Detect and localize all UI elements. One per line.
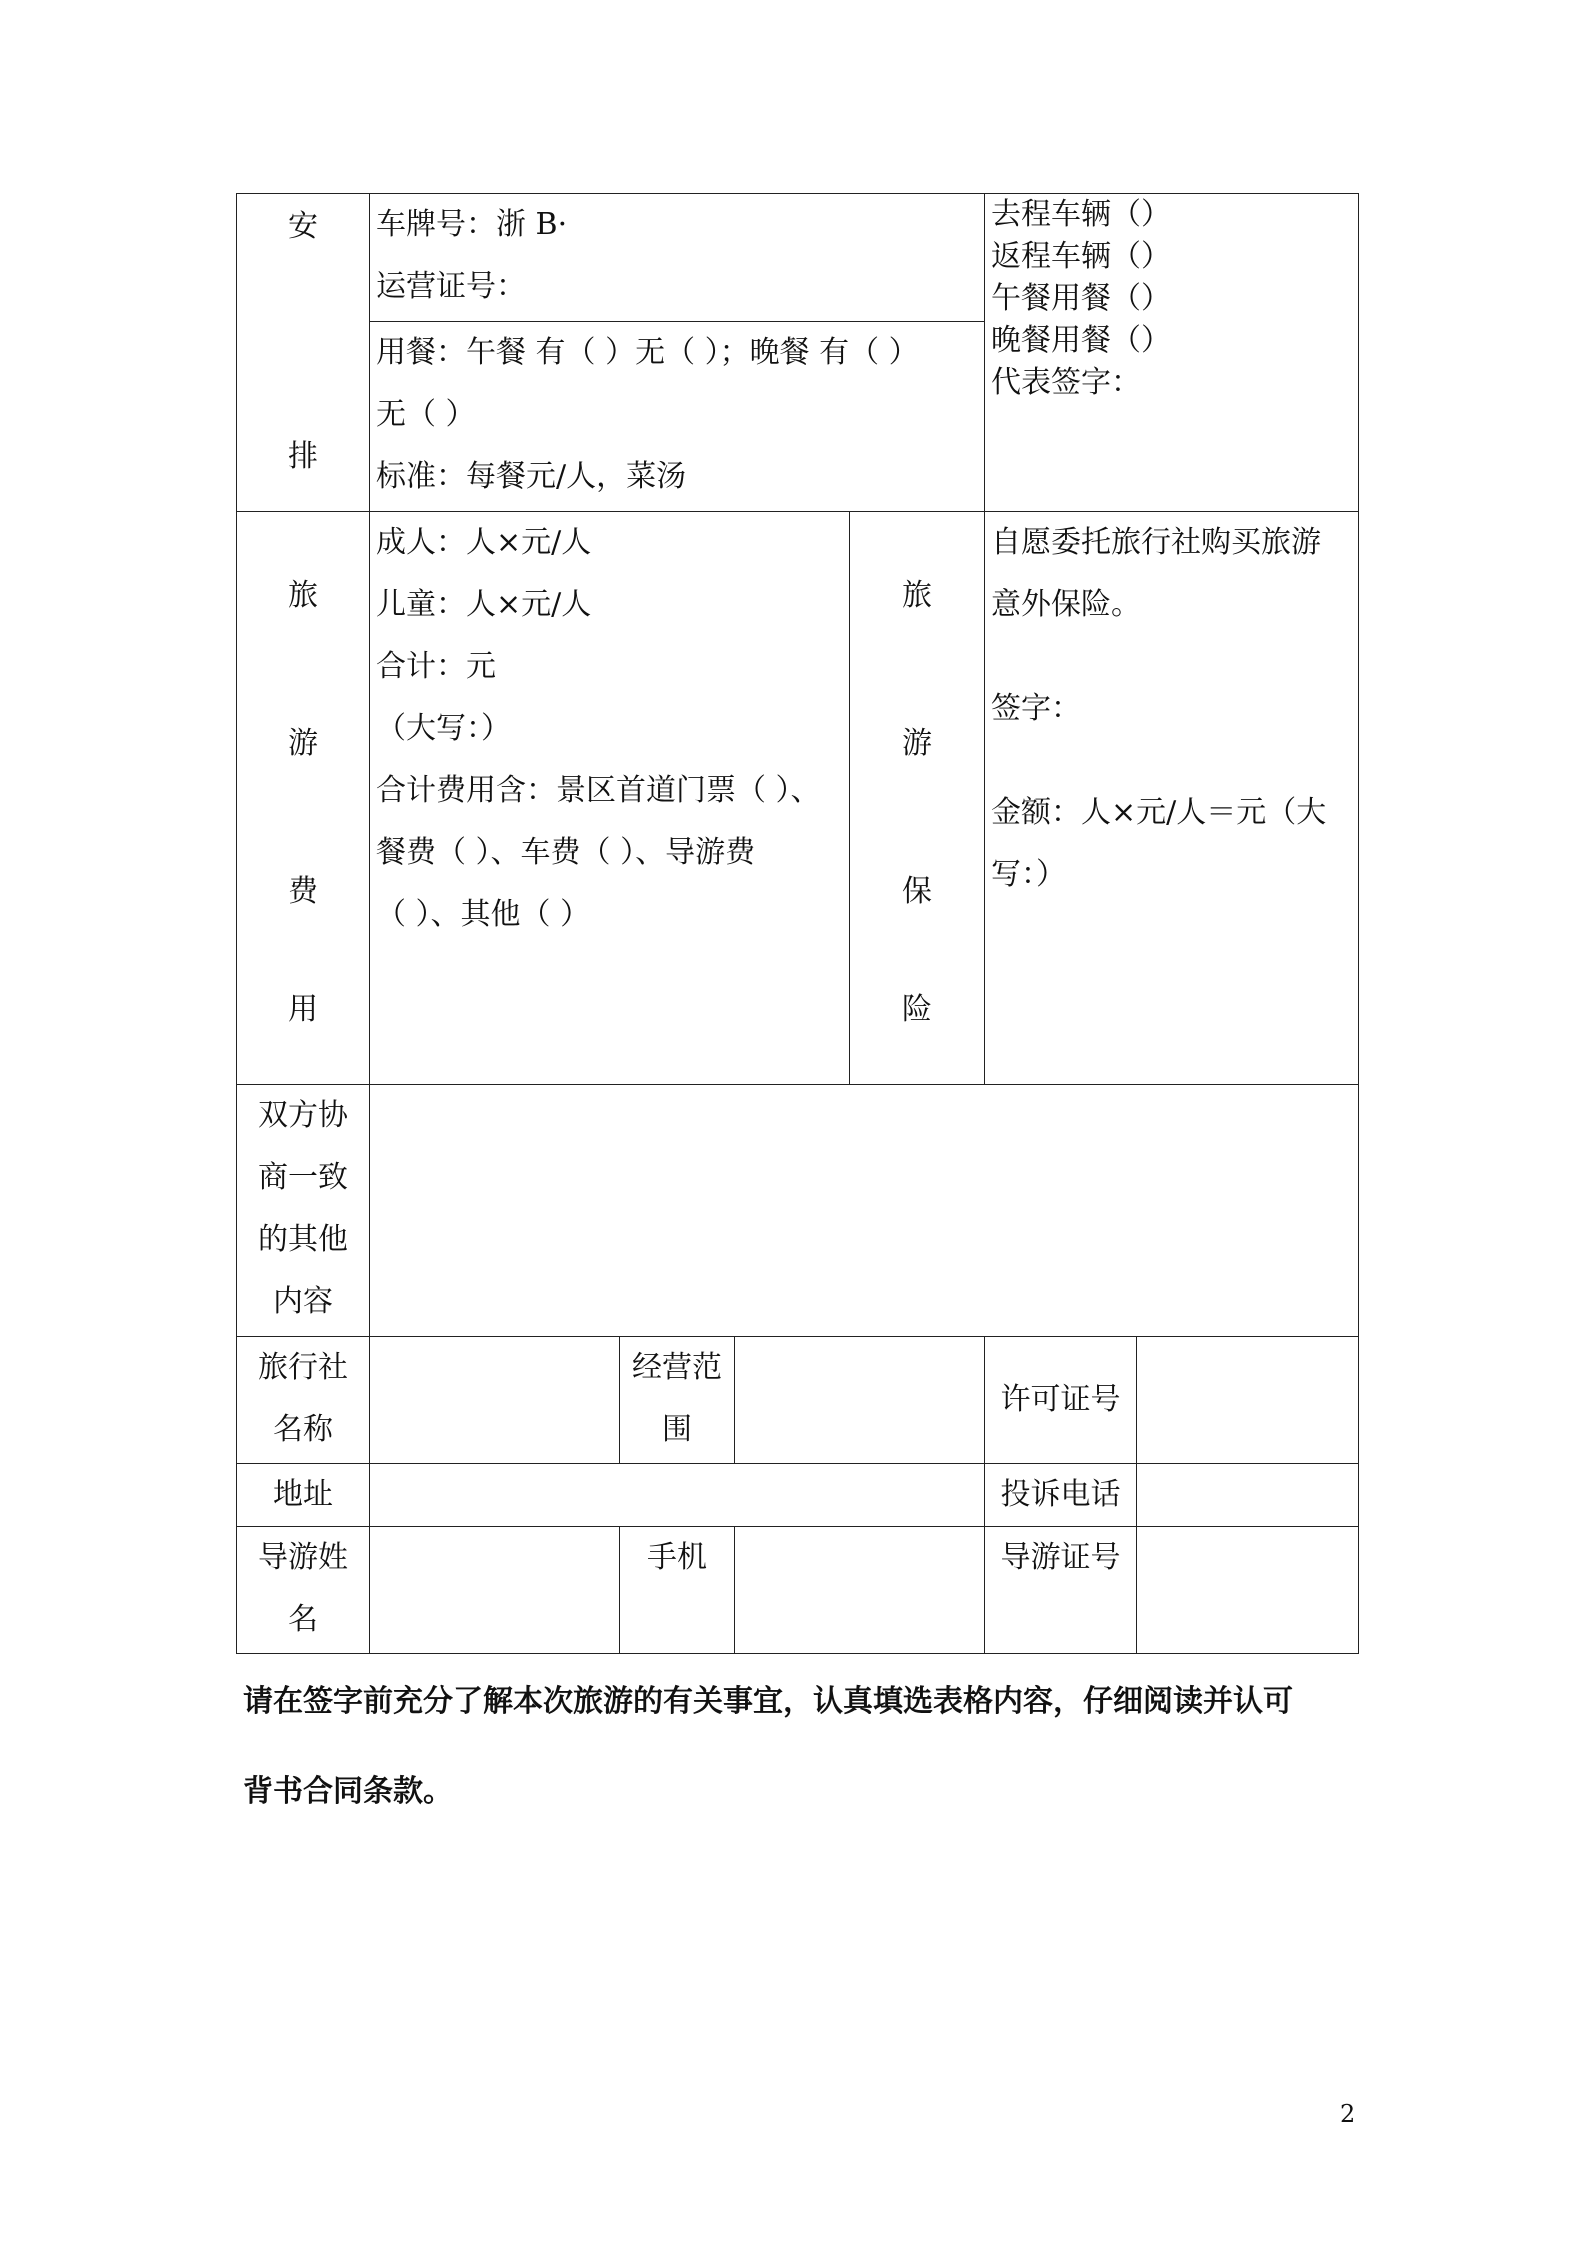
page-number: 2 bbox=[1340, 2100, 1356, 2128]
confirm-return: 返程车辆（） bbox=[991, 239, 1171, 274]
agency-name-label-cell bbox=[237, 1337, 370, 1464]
fees-detail-cell bbox=[370, 512, 850, 1085]
other-label-cell bbox=[237, 1085, 370, 1337]
mobile-label: 手机 bbox=[647, 1540, 707, 1575]
note-line-2: 背书合同条款。 bbox=[243, 1774, 453, 1809]
confirm-dinner: 晚餐用餐（） bbox=[991, 323, 1171, 358]
address-label-cell bbox=[237, 1464, 370, 1527]
insurance-sign: 签字： bbox=[991, 691, 1081, 726]
insurance-label-4: 险 bbox=[902, 992, 932, 1027]
other-content-cell[interactable] bbox=[370, 1085, 1359, 1337]
fee-includes-2: 餐费（ ）、车费（ ）、导游费 bbox=[376, 835, 756, 870]
confirm-outbound: 去程车辆（） bbox=[991, 197, 1171, 232]
meal-standard: 标准：每餐元/人，菜汤 bbox=[376, 459, 687, 494]
fee-child: 儿童：人×元/人 bbox=[376, 587, 592, 622]
arrangement-label-top: 安 bbox=[288, 209, 318, 244]
address-label: 地址 bbox=[273, 1477, 333, 1512]
insurance-amount-2: 写：） bbox=[991, 857, 1066, 892]
mobile-label-cell bbox=[620, 1527, 735, 1654]
guide-id-label: 导游证号 bbox=[1000, 1540, 1121, 1575]
permit-label: 许可证号 bbox=[1000, 1382, 1121, 1417]
complaint-label-cell bbox=[985, 1464, 1137, 1527]
confirm-lunch: 午餐用餐（） bbox=[991, 281, 1171, 316]
agency-name-label-2: 名称 bbox=[273, 1412, 333, 1447]
guide-id-label-cell bbox=[985, 1527, 1137, 1654]
guide-id-value[interactable] bbox=[1137, 1527, 1359, 1654]
note-line-1: 请在签字前充分了解本次旅游的有关事宜，认真填选表格内容，仔细阅读并认可 bbox=[243, 1684, 1293, 1719]
plate-number: 车牌号：浙 B· bbox=[376, 207, 568, 242]
insurance-line-1: 自愿委托旅行社购买旅游 bbox=[991, 525, 1321, 560]
fee-includes-1: 合计费用含：景区首道门票（ ）、 bbox=[376, 773, 821, 808]
fees-label-cell bbox=[237, 512, 370, 1085]
representative-signature: 代表签字： bbox=[991, 365, 1141, 400]
agency-name-label-1: 旅行社 bbox=[258, 1350, 348, 1385]
insurance-label-3: 保 bbox=[902, 874, 932, 909]
guide-label-cell bbox=[237, 1527, 370, 1654]
vehicle-cell bbox=[370, 194, 985, 322]
fee-adult: 成人：人×元/人 bbox=[376, 525, 592, 560]
other-label-3: 的其他 bbox=[258, 1222, 348, 1257]
scope-label-1: 经营范 bbox=[632, 1350, 722, 1385]
confirm-cell bbox=[985, 194, 1359, 512]
complaint-phone-label: 投诉电话 bbox=[1000, 1477, 1121, 1512]
agency-name-value[interactable] bbox=[370, 1337, 620, 1464]
arrangement-label-cell bbox=[237, 194, 370, 512]
fees-label-1: 旅 bbox=[288, 578, 318, 613]
contract-table bbox=[236, 193, 1359, 1654]
meal-line-2: 无（ ） bbox=[376, 397, 476, 432]
operating-license: 运营证号： bbox=[376, 269, 526, 304]
permit-value[interactable] bbox=[1137, 1337, 1359, 1464]
fee-total-uppercase: （大写：） bbox=[376, 711, 511, 746]
complaint-phone-value[interactable] bbox=[1137, 1464, 1359, 1527]
fee-total: 合计：元 bbox=[376, 649, 496, 684]
scope-value[interactable] bbox=[735, 1337, 985, 1464]
fees-label-4: 用 bbox=[288, 992, 318, 1027]
other-label-1: 双方协 bbox=[258, 1098, 348, 1133]
other-label-4: 内容 bbox=[273, 1284, 333, 1319]
meal-line-1: 用餐：午餐 有（ ）无（ ）；晚餐 有（ ） bbox=[376, 335, 919, 370]
fee-includes-3: （ ）、其他（ ） bbox=[376, 897, 591, 932]
mobile-value[interactable] bbox=[735, 1527, 985, 1654]
insurance-label-cell bbox=[850, 512, 985, 1085]
other-label-2: 商一致 bbox=[258, 1160, 348, 1195]
fees-label-3: 费 bbox=[288, 874, 318, 909]
insurance-detail-cell bbox=[985, 512, 1359, 1085]
scope-label-2: 围 bbox=[662, 1412, 692, 1447]
guide-name-value[interactable] bbox=[370, 1527, 620, 1654]
insurance-line-2: 意外保险。 bbox=[991, 587, 1141, 622]
insurance-label-2: 游 bbox=[902, 726, 932, 761]
guide-label-2: 名 bbox=[288, 1602, 318, 1637]
address-value[interactable] bbox=[370, 1464, 985, 1527]
guide-label-1: 导游姓 bbox=[258, 1540, 348, 1575]
permit-label-cell bbox=[985, 1337, 1137, 1464]
insurance-label-1: 旅 bbox=[902, 578, 932, 613]
meal-cell bbox=[370, 322, 985, 512]
fees-label-2: 游 bbox=[288, 726, 318, 761]
insurance-amount-1: 金额：人×元/人＝元（大 bbox=[991, 795, 1327, 830]
arrangement-label-bottom: 排 bbox=[288, 439, 318, 474]
scope-label-cell bbox=[620, 1337, 735, 1464]
